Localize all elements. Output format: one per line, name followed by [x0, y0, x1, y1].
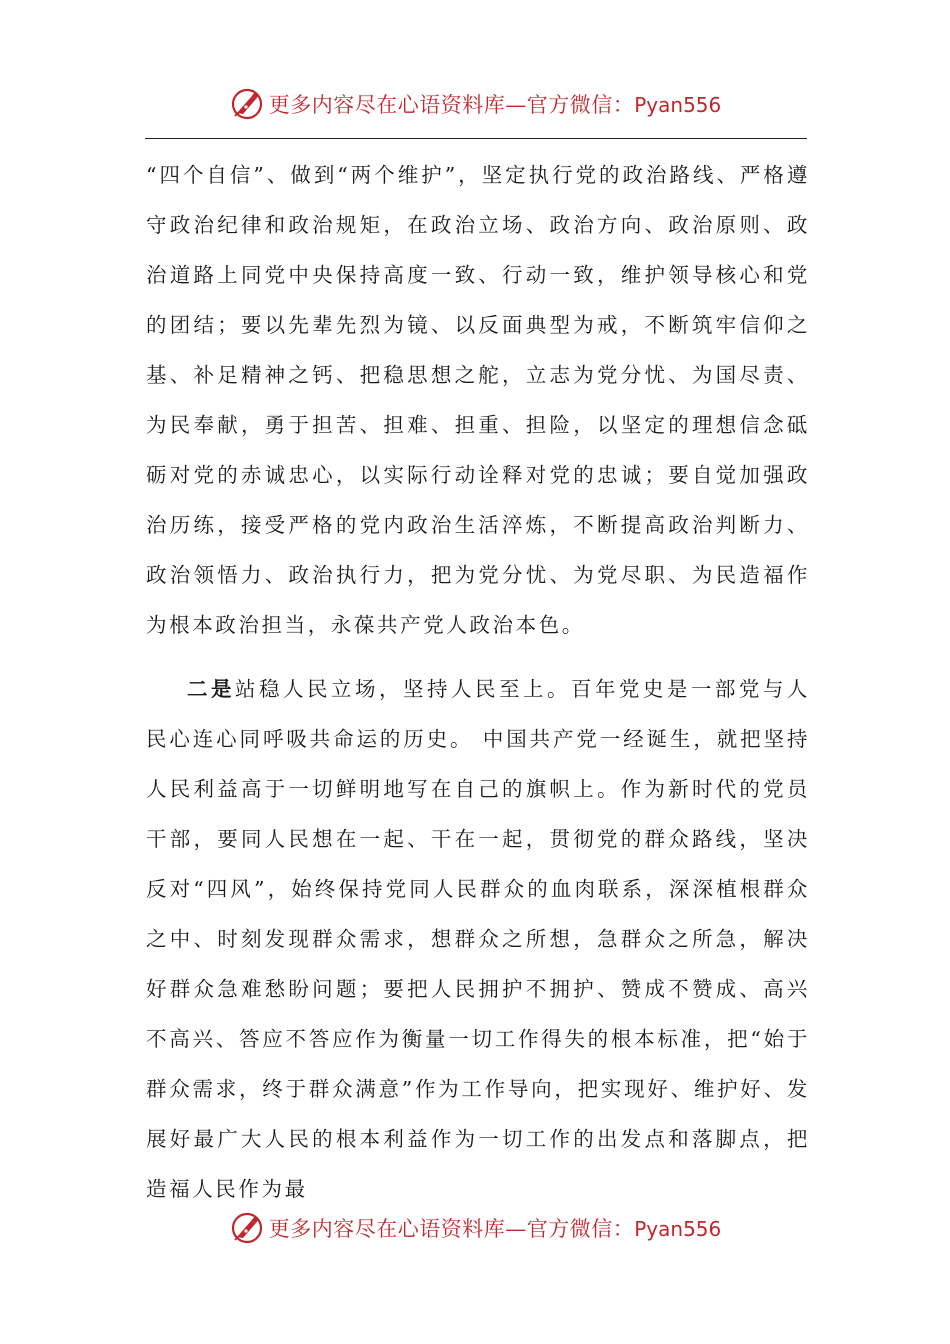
paragraph-2: [146, 664, 810, 1214]
footer-banner-text: [269, 1213, 722, 1243]
footer-banner: [0, 1208, 950, 1248]
header-banner-label: 更多内容尽在心语资料库—官方微信：: [268, 93, 635, 117]
header-divider: [145, 138, 807, 139]
pen-nib-logo-icon: [229, 1210, 265, 1246]
paragraph-1: “四个自信”、做到“两个维护”，坚定执行党的政治路线、严格遵守政治纪律和政治规矩，在政治立场、政治方向、政治原则、政治道路上同党中央保持高度一致、行动一致，维护领导核心和党的团结；要以先辈先烈为镜、以反面典型为戒，不断筑牢信仰之基、补足精神之钙、把稳思想之舵，立志为党分忧、为国尽责、为民奉献，勇于担苦、担难、担重、担险，以坚定的理想信念砥砺对党的赤诚忠心，以实际行动诠释对党的忠诚；要自觉加强政治历练，接受严格的党内政治生活淬炼，不断提高政治判断力、政治领悟力、政治执行力，把为党分忧、为党尽职、为民造福作为根本政治担当，永葆共产党人政治本色。: [146, 163, 810, 637]
footer-wechat-id: Pyan556: [634, 1217, 722, 1241]
header-banner: [0, 84, 950, 124]
header-wechat-id: Pyan556: [634, 93, 722, 117]
paragraph-2-lead: 二是: [187, 677, 235, 701]
footer-banner-label: 更多内容尽在心语资料库—官方微信：: [268, 1217, 635, 1241]
header-banner-text: [269, 89, 722, 119]
paragraph-2-text: 站稳人民立场，坚持人民至上。百年党史是一部党与人民心连心同呼吸共命运的历史。 中国共产党一经诞生，就把坚持人民利益高于一切鲜明地写在自己的旗帜上。作为新时代的党员干部，要同人民想在一起、干在一起，贯彻党的群众路线，坚决反对“四风”，始终保持党同人民群众的血肉联系，深深植根群众之中、时刻发现群众需求，想群众之所想，急群众之所急，解决好群众急难愁盼问题；要把人民拥护不拥护、赞成不赞成、高兴不高兴、答应不答应作为衡量一切工作得失的根本标准，把“始于群众需求，终于群众满意”作为工作导向，把实现好、维护好、发展好最广大人民的根本利益作为一切工作的出发点和落脚点，把造福人民作为最: [146, 677, 810, 1201]
document-body: [146, 150, 810, 1214]
pen-nib-logo-icon: [229, 86, 265, 122]
